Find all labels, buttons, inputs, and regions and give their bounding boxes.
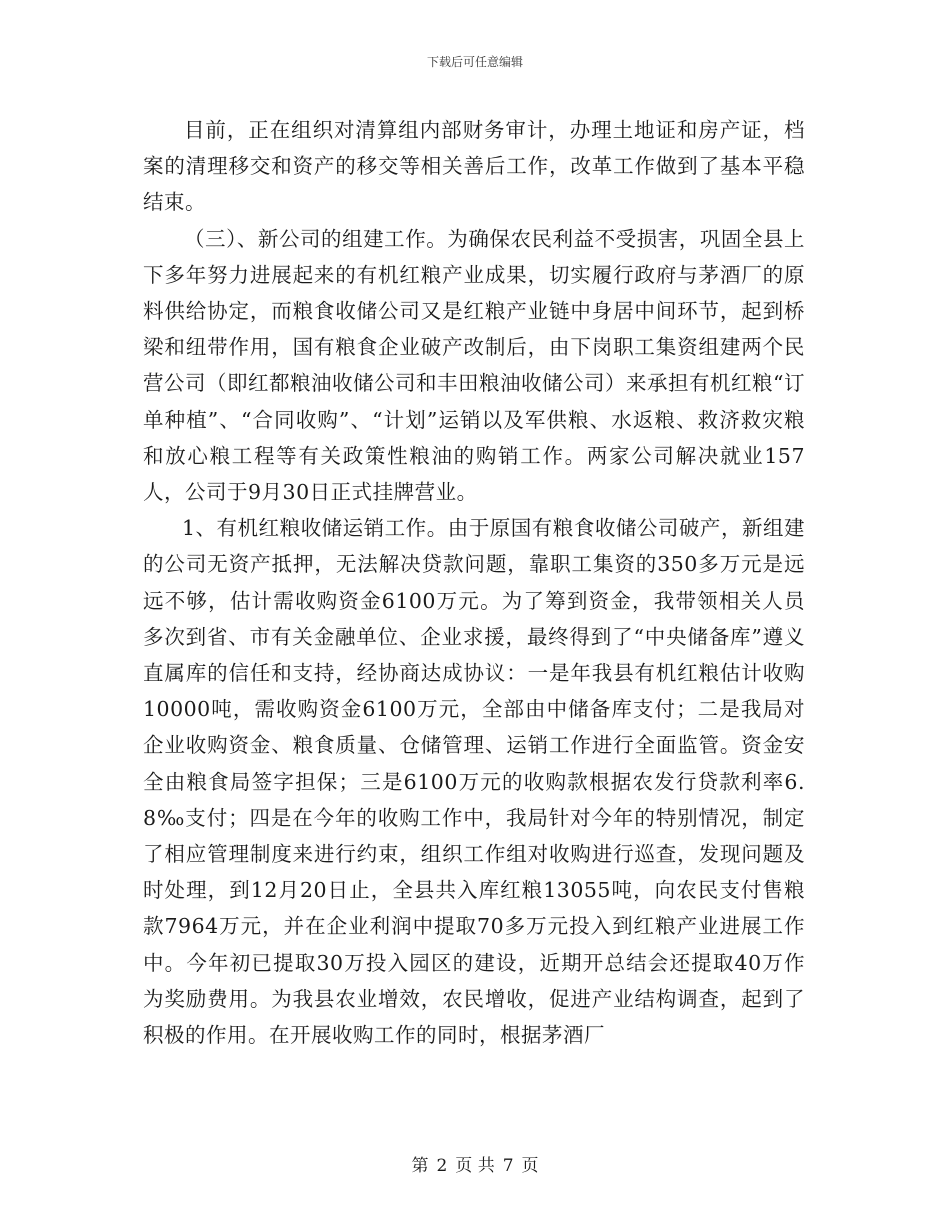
footer-prefix: 第 — [411, 1156, 429, 1176]
document-body — [143, 112, 805, 1053]
page-footer — [0, 1151, 950, 1176]
footer-middle: 页 共 — [455, 1156, 495, 1176]
paragraph-cleanup-status: 目前，正在组织对清算组内部财务审计，办理土地证和房产证，档案的清理移交和资产的移交等相关善后工作，改革工作做到了基本平稳结束。 — [143, 118, 805, 215]
page-header-note: 下载后可任意编辑 — [426, 55, 523, 69]
footer-current-page: 2 — [436, 1156, 448, 1176]
paragraph-new-company-setup: （三）、新公司的组建工作。为确保农民利益不受损害，巩固全县上下多年努力进展起来的有机红粮产业成果，切实履行政府与茅酒厂的原料供给协定，而粮食收储公司又是红粮产业链中身居中间环节，起到桥梁和纽带作用，国有粮食企业破产改制后，由下岗职工集资组建两个民营公司（即红都粮油收储公司和丰田粮油收储公司）来承担有机红粮“订单种植”、“合同收购”、“计划”运销以及军供粮、水返粮、救济救灾粮和放心粮工程等有关政策性粮油的购销工作。两家公司解决就业157人，公司于9月30日正式挂牌营业。 — [143, 226, 805, 505]
footer-total-pages: 7 — [502, 1156, 514, 1176]
paragraph-red-grain-storage: 1、有机红粮收储运销工作。由于原国有粮食收储公司破产，新组建的公司无资产抵押，无法解决贷款问题，靠职工集资的350多万元是远远不够，估计需收购资金6100万元。为了筹到资金，我带领相关人员多次到省、市有关金融单位、企业求援，最终得到了“中央储备库”遵义直属库的信任和支持，经协商达成协议：一是年我县有机红粮估计收购10000吨，需收购资金6100万元，全部由中储备库支付；二是我局对企业收购资金、粮食质量、仓储管理、运销工作进行全面监管。资金安全由粮食局签字担保；三是6100万元的收购款根据农发行贷款利率6.8‰支付；四是在今年的收购工作中，我局针对今年的特别情况，制定了相应管理制度来进行约束，组织工作组对收购进行巡查，发现问题及时处理，到12月20日止，全县共入库红粮13055吨，向农民支付售粮款7964万元，并在企业利润中提取70多万元投入到红粮产业进展工作中。今年初已提取30万投入园区的建设，近期开总结会还提取40万作为奖励费用。为我县农业增效，农民增收，促进产业结构调查，起到了积极的作用。在开展收购工作的同时，根据茅酒厂 — [143, 516, 805, 1048]
footer-suffix: 页 — [521, 1156, 539, 1176]
